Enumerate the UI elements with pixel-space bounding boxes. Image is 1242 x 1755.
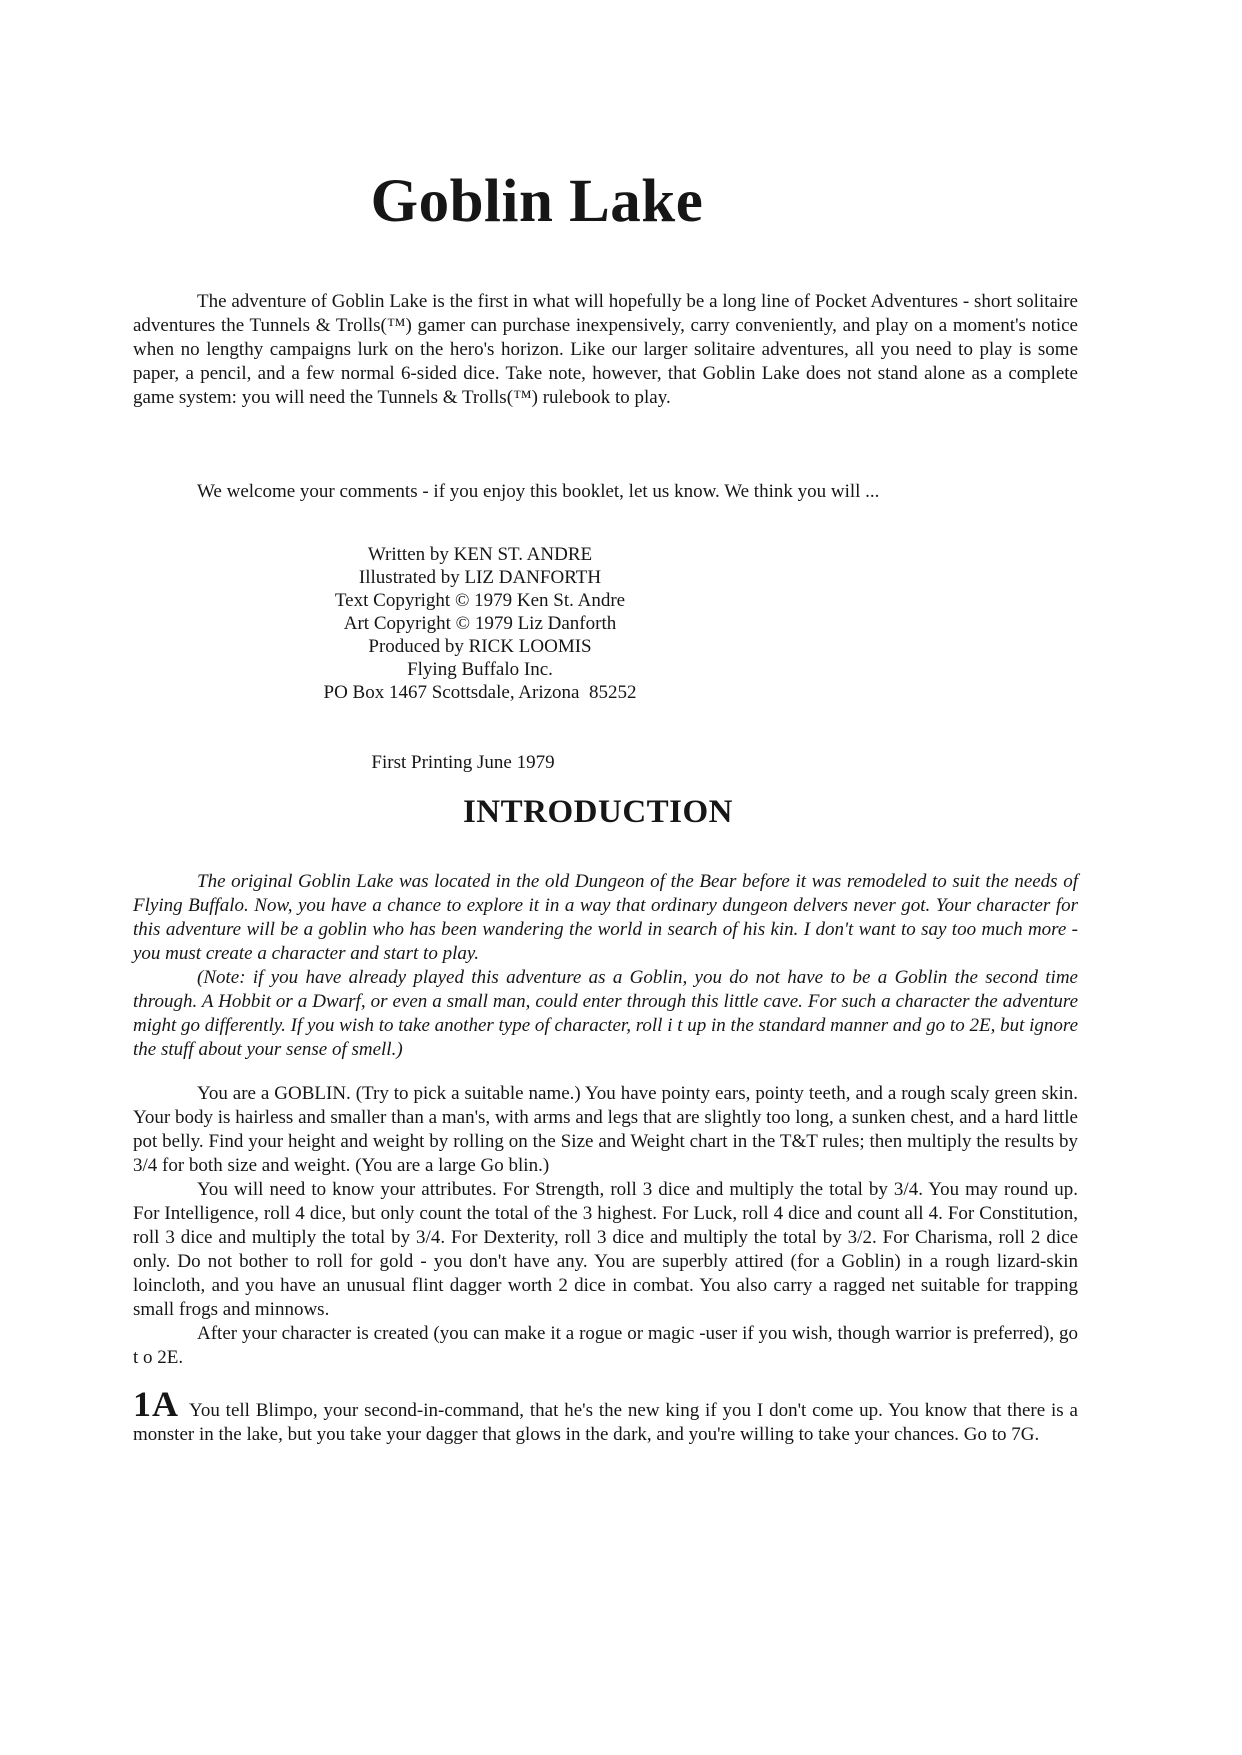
body-paragraph-attributes: You will need to know your attributes. For Strength, roll 3 dice and multiply the total by 3/4. You may round up. For Intelligence, roll 4 dice, but only count the total of the 3 highest. For Luck, roll 4 dice and count all 4. For Constitution, roll 3 dice and multiply the total by 3/4. For Dexterity, roll 3 dice and multiply the total by 3/2. For Charisma, roll 2 dice only. Do not bother to roll for gold - you don't have any. You are superbly attired (for a Goblin) in a rough lizard-skin loincloth, and you have an unusual flint dagger worth 2 dice in combat. You also carry a ragged net suitable for trapping small frogs and minnows. — [133, 1179, 1078, 1321]
section-1a — [133, 1384, 1078, 1447]
introduction-heading: INTRODUCTION — [462, 794, 734, 831]
italic-paragraph: The original Goblin Lake was located in the old Dungeon of the Bear before it was remodeled to suit the needs of Flying Buffalo. Now, you have a chance to explore it in a way that ordinary dungeon delvers never got. Your character for this adventure will be a goblin who has been wandering the world in search of his kin. I don't want to say too much more - you must create a character and start to play. — [133, 871, 1078, 965]
body-paragraph-after-creation: After your character is created (you can make it a rogue or magic -user if you wish, though warrior is preferred), go t o 2E. — [133, 1323, 1078, 1369]
introduction-italic-block — [133, 870, 1078, 1062]
credit-line-written-by: Written by KEN ST. ANDRE — [367, 544, 593, 566]
italic-paragraph-note: (Note: if you have already played this adventure as a Goblin, you do not have to be a Goblin the second time through. A Hobbit or a Dwarf, or even a small man, could enter through this little cave. For such a character the adventure might go differently. If you wish to take another type of character, roll i t up in the standard manner and go to 2E, but ignore the stuff about your sense of smell.) — [133, 967, 1078, 1061]
page-content — [133, 0, 1078, 1447]
intro-paragraph: The adventure of Goblin Lake is the first in what will hopefully be a long line of Pocket Adventures - short solitaire adventures the Tunnels & Trolls(™) gamer can purchase inexpensively, carry conveniently, and play on a moment's notice when no lengthy campaigns lurk on the hero's horizon. Like our larger solitaire adventures, all you need to play is some paper, a pencil, and a few normal 6-sided dice. Take note, however, that Goblin Lake does not stand alone as a complete game system: you will need the Tunnels & Trolls(™) rulebook to play. — [133, 291, 1078, 409]
credit-line-text-copyright: Text Copyright © 1979 Ken St. Andre — [334, 590, 626, 612]
credit-line-produced-by: Produced by RICK LOOMIS — [368, 636, 592, 658]
credits-block — [133, 543, 1078, 704]
credit-line-illustrated-by: Illustrated by LIZ DANFORTH — [358, 567, 602, 589]
section-1a-label: 1A — [133, 1384, 179, 1425]
welcome-note: We welcome your comments - if you enjoy this booklet, let us know. We think you will ... — [197, 481, 880, 503]
body-paragraph-goblin: You are a GOBLIN. (Try to pick a suitable name.) You have pointy ears, pointy teeth, and a rough scaly green skin. Your body is hairless and smaller than a man's, with arms and legs that are slightly too long, a sunken chest, and a hard little pot belly. Find your height and weight by rolling on the Size and Weight chart in the T&T rules; then multiply the results by 3/4 for both size and weight. (You are a large Go blin.) — [133, 1083, 1078, 1177]
credit-line-art-copyright: Art Copyright © 1979 Liz Danforth — [343, 613, 617, 635]
section-1a-text: You tell Blimpo, your second-in-command, that he's the new king if you I don't come up. You know that there is a monster in the lake, but you take your dagger that glows in the dark, and you're willing to take your chances. Go to 7G. — [133, 1400, 1078, 1446]
credit-line-address: PO Box 1467 Scottsdale, Arizona 85252 — [323, 682, 637, 704]
page-title: Goblin Lake — [370, 168, 704, 235]
printing-line: First Printing June 1979 — [371, 752, 555, 774]
introduction-body-block — [133, 1082, 1078, 1370]
credit-line-publisher: Flying Buffalo Inc. — [407, 659, 553, 681]
